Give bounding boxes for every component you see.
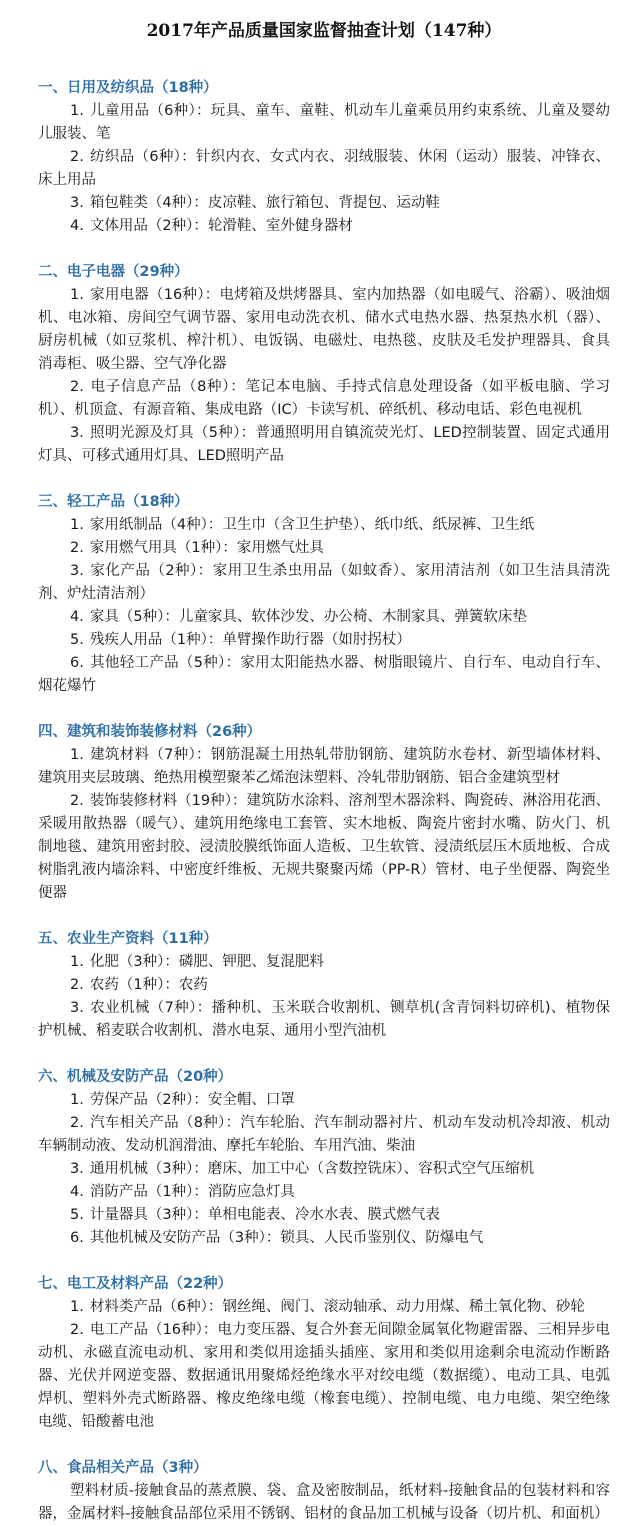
item-text: 材料类产品（6种）：钢丝绳、阀门、滚动轴承、动力用煤、稀土氧化物、砂轮 [89, 1299, 585, 1315]
item-text: 文体用品（2种）：轮滑鞋、室外健身器材 [89, 218, 353, 234]
section-heading: 二、电子电器（29种） [38, 264, 189, 280]
item-text: 家具（5种）：儿童家具、软体沙发、办公椅、木制家具、弹簧软床垫 [89, 609, 527, 625]
item-text: 其他轻工产品（5种）：家用太阳能热水器、树脂眼镜片、自行车、电动自行车、烟花爆竹 [38, 655, 610, 694]
list-item [38, 146, 610, 192]
item-number: 5. [70, 632, 84, 648]
item-number: 1. [70, 1299, 84, 1315]
item-text: 家用纸制品（4种）：卫生巾（含卫生护垫）、纸巾纸、纸尿裤、卫生纸 [89, 517, 535, 533]
list-item [38, 974, 610, 997]
item-text: 纺织品（6种）：针织内衣、女式内衣、羽绒服装、休闲（运动）服装、冲锋衣、床上用品 [38, 149, 610, 188]
section-5 [38, 928, 610, 1043]
list-item [38, 1089, 610, 1112]
item-text: 照明光源及灯具（5种）：普通照明用自镇流荧光灯、LED控制装置、固定式通用灯具、可移式通用灯具、LED照明产品 [38, 425, 610, 464]
section-heading: 八、食品相关产品（3种） [38, 1460, 208, 1476]
item-text: 通用机械（3种）：磨床、加工中心（含数控铣床）、容积式空气压缩机 [89, 1161, 535, 1177]
section-6 [38, 1066, 610, 1250]
item-text: 化肥（3种）：磷肥、钾肥、复混肥料 [89, 954, 324, 970]
section-heading: 三、轻工产品（18种） [38, 494, 189, 510]
item-number: 1. [70, 287, 84, 303]
list-item [38, 1296, 610, 1319]
item-text: 残疾人用品（1种）：单臂操作助行器（如肘拐杖） [89, 632, 411, 648]
section-heading: 四、建筑和装饰装修材料（26种） [38, 724, 262, 740]
list-item [38, 1112, 610, 1158]
list-item [38, 1480, 610, 1526]
list-item [38, 1181, 610, 1204]
item-number: 3. [70, 1161, 84, 1177]
list-item [38, 1204, 610, 1227]
item-number: 4. [70, 218, 84, 234]
item-number: 3. [70, 1000, 84, 1016]
item-number: 2. [70, 793, 84, 809]
list-item [38, 284, 610, 376]
item-number: 6. [70, 655, 84, 671]
sections-container [38, 77, 610, 1526]
item-text: 塑料材质-接触食品的蒸煮膜、袋、盒及密胺制品，纸材料-接触食品的包装材料和容器，金属材料-接触食品部位采用不锈钢、铝材的食品加工机械与设备（切片机、和面机） [38, 1483, 610, 1522]
section-7 [38, 1273, 610, 1434]
item-number: 6. [70, 1230, 84, 1246]
item-text: 家用燃气用具（1种）：家用燃气灶具 [89, 540, 324, 556]
item-text: 农业机械（7种）：播种机、玉米联合收割机、铡草机(含青饲料切碎机)、植物保护机械、稻麦联合收割机、潜水电泵、通用小型汽油机 [38, 1000, 610, 1039]
list-item [38, 744, 610, 790]
section-1 [38, 77, 610, 238]
item-text: 建筑材料（7种）：钢筋混凝土用热轧带肋钢筋、建筑防水卷材、新型墙体材料、建筑用夹层玻璃、绝热用模塑聚苯乙烯泡沫塑料、冷轧带肋钢筋、铝合金建筑型材 [38, 747, 610, 786]
item-number: 1. [70, 954, 84, 970]
item-number: 1. [70, 747, 84, 763]
item-number: 2. [70, 1115, 84, 1131]
list-item [38, 652, 610, 698]
section-heading: 一、日用及纺织品（18种） [38, 80, 218, 96]
list-item [38, 629, 610, 652]
list-item [38, 100, 610, 146]
item-number: 4. [70, 609, 84, 625]
list-item [38, 376, 610, 422]
section-2 [38, 261, 610, 468]
item-text: 农药（1种）：农药 [89, 977, 208, 993]
document-title: 2017年产品质量国家监督抽查计划（147种） [146, 21, 502, 41]
item-number: 1. [70, 103, 84, 119]
list-item [38, 192, 610, 215]
item-number: 5. [70, 1207, 84, 1223]
list-item [38, 790, 610, 905]
item-text: 劳保产品（2种）：安全帽、口罩 [89, 1092, 295, 1108]
list-item [38, 422, 610, 468]
section-4 [38, 721, 610, 905]
item-number: 2. [70, 379, 84, 395]
item-number: 2. [70, 149, 84, 165]
item-number: 1. [70, 517, 84, 533]
item-number: 3. [70, 563, 84, 579]
item-text: 箱包鞋类（4种）：皮凉鞋、旅行箱包、背提包、运动鞋 [89, 195, 440, 211]
item-text: 电子信息产品（8种）：笔记本电脑、手持式信息处理设备（如平板电脑、学习机）、机顶盒、有源音箱、集成电路（IC）卡读写机、碎纸机、移动电话、彩色电视机 [38, 379, 610, 418]
item-text: 电工产品（16种）：电力变压器、复合外套无间隙金属氧化物避雷器、三相异步电动机、永磁直流电动机、家用和类似用途插头插座、家用和类似用途剩余电流动作断路器、光伏并网逆变器、数据通讯用聚烯烃绝缘水平对绞电缆（数据缆）、电动工具、电弧焊机、塑料外壳式断路器、橡皮绝缘电缆（橡套电缆）、控制电缆、电力电缆、架空绝缘电缆、铅酸蓄电池 [38, 1322, 610, 1430]
item-number: 4. [70, 1184, 84, 1200]
list-item [38, 514, 610, 537]
item-number: 3. [70, 195, 84, 211]
list-item [38, 537, 610, 560]
item-text: 计量器具（3种）：单相电能表、冷水水表、膜式燃气表 [89, 1207, 440, 1223]
item-text: 其他机械及安防产品（3种）：锁具、人民币鉴别仪、防爆电气 [89, 1230, 484, 1246]
list-item [38, 215, 610, 238]
list-item [38, 1227, 610, 1250]
list-item [38, 560, 610, 606]
item-text: 装饰装修材料（19种）：建筑防水涂料、溶剂型木器涂料、陶瓷砖、淋浴用花洒、采暖用散热器（暖气）、建筑用绝缘电工套管、实木地板、陶瓷片密封水嘴、防火门、机制地毯、建筑用密封胶、浸渍胶膜纸饰面人造板、卫生软管、浸渍纸层压木质地板、合成树脂乳液内墙涂料、中密度纤维板、无规共聚聚丙烯（PP-R）管材、电子坐便器、陶瓷坐便器 [38, 793, 610, 901]
section-heading: 六、机械及安防产品（20种） [38, 1069, 233, 1085]
item-text: 家化产品（2种）：家用卫生杀虫用品（如蚊香）、家用清洁剂（如卫生洁具清洗剂、炉灶清洁剂） [38, 563, 610, 602]
list-item [38, 1158, 610, 1181]
section-8 [38, 1457, 610, 1526]
item-number: 2. [70, 977, 84, 993]
item-text: 家用电器（16种）：电烤箱及烘烤器具、室内加热器（如电暖气、浴霸）、吸油烟机、电冰箱、房间空气调节器、家用电动洗衣机、储水式电热水器、热泵热水机（器）、厨房机械（如豆浆机、榨汁机）、电饭锅、电磁灶、电热毯、皮肤及毛发护理器具、食具消毒柜、吸尘器、空气净化器 [38, 287, 610, 372]
list-item [38, 951, 610, 974]
section-heading: 五、农业生产资料（11种） [38, 931, 218, 947]
list-item [38, 997, 610, 1043]
item-text: 消防产品（1种）：消防应急灯具 [89, 1184, 295, 1200]
item-number: 1. [70, 1092, 84, 1108]
section-3 [38, 491, 610, 698]
list-item [38, 606, 610, 629]
item-text: 儿童用品（6种）：玩具、童车、童鞋、机动车儿童乘员用约束系统、儿童及婴幼儿服装、笔 [38, 103, 610, 142]
list-item [38, 1319, 610, 1434]
section-heading: 七、电工及材料产品（22种） [38, 1276, 233, 1292]
item-text: 汽车相关产品（8种）：汽车轮胎、汽车制动器衬片、机动车发动机冷却液、机动车辆制动液、发动机润滑油、摩托车轮胎、车用汽油、柴油 [38, 1115, 610, 1154]
item-number: 2. [70, 1322, 84, 1338]
item-number: 3. [70, 425, 84, 441]
item-number: 2. [70, 540, 84, 556]
